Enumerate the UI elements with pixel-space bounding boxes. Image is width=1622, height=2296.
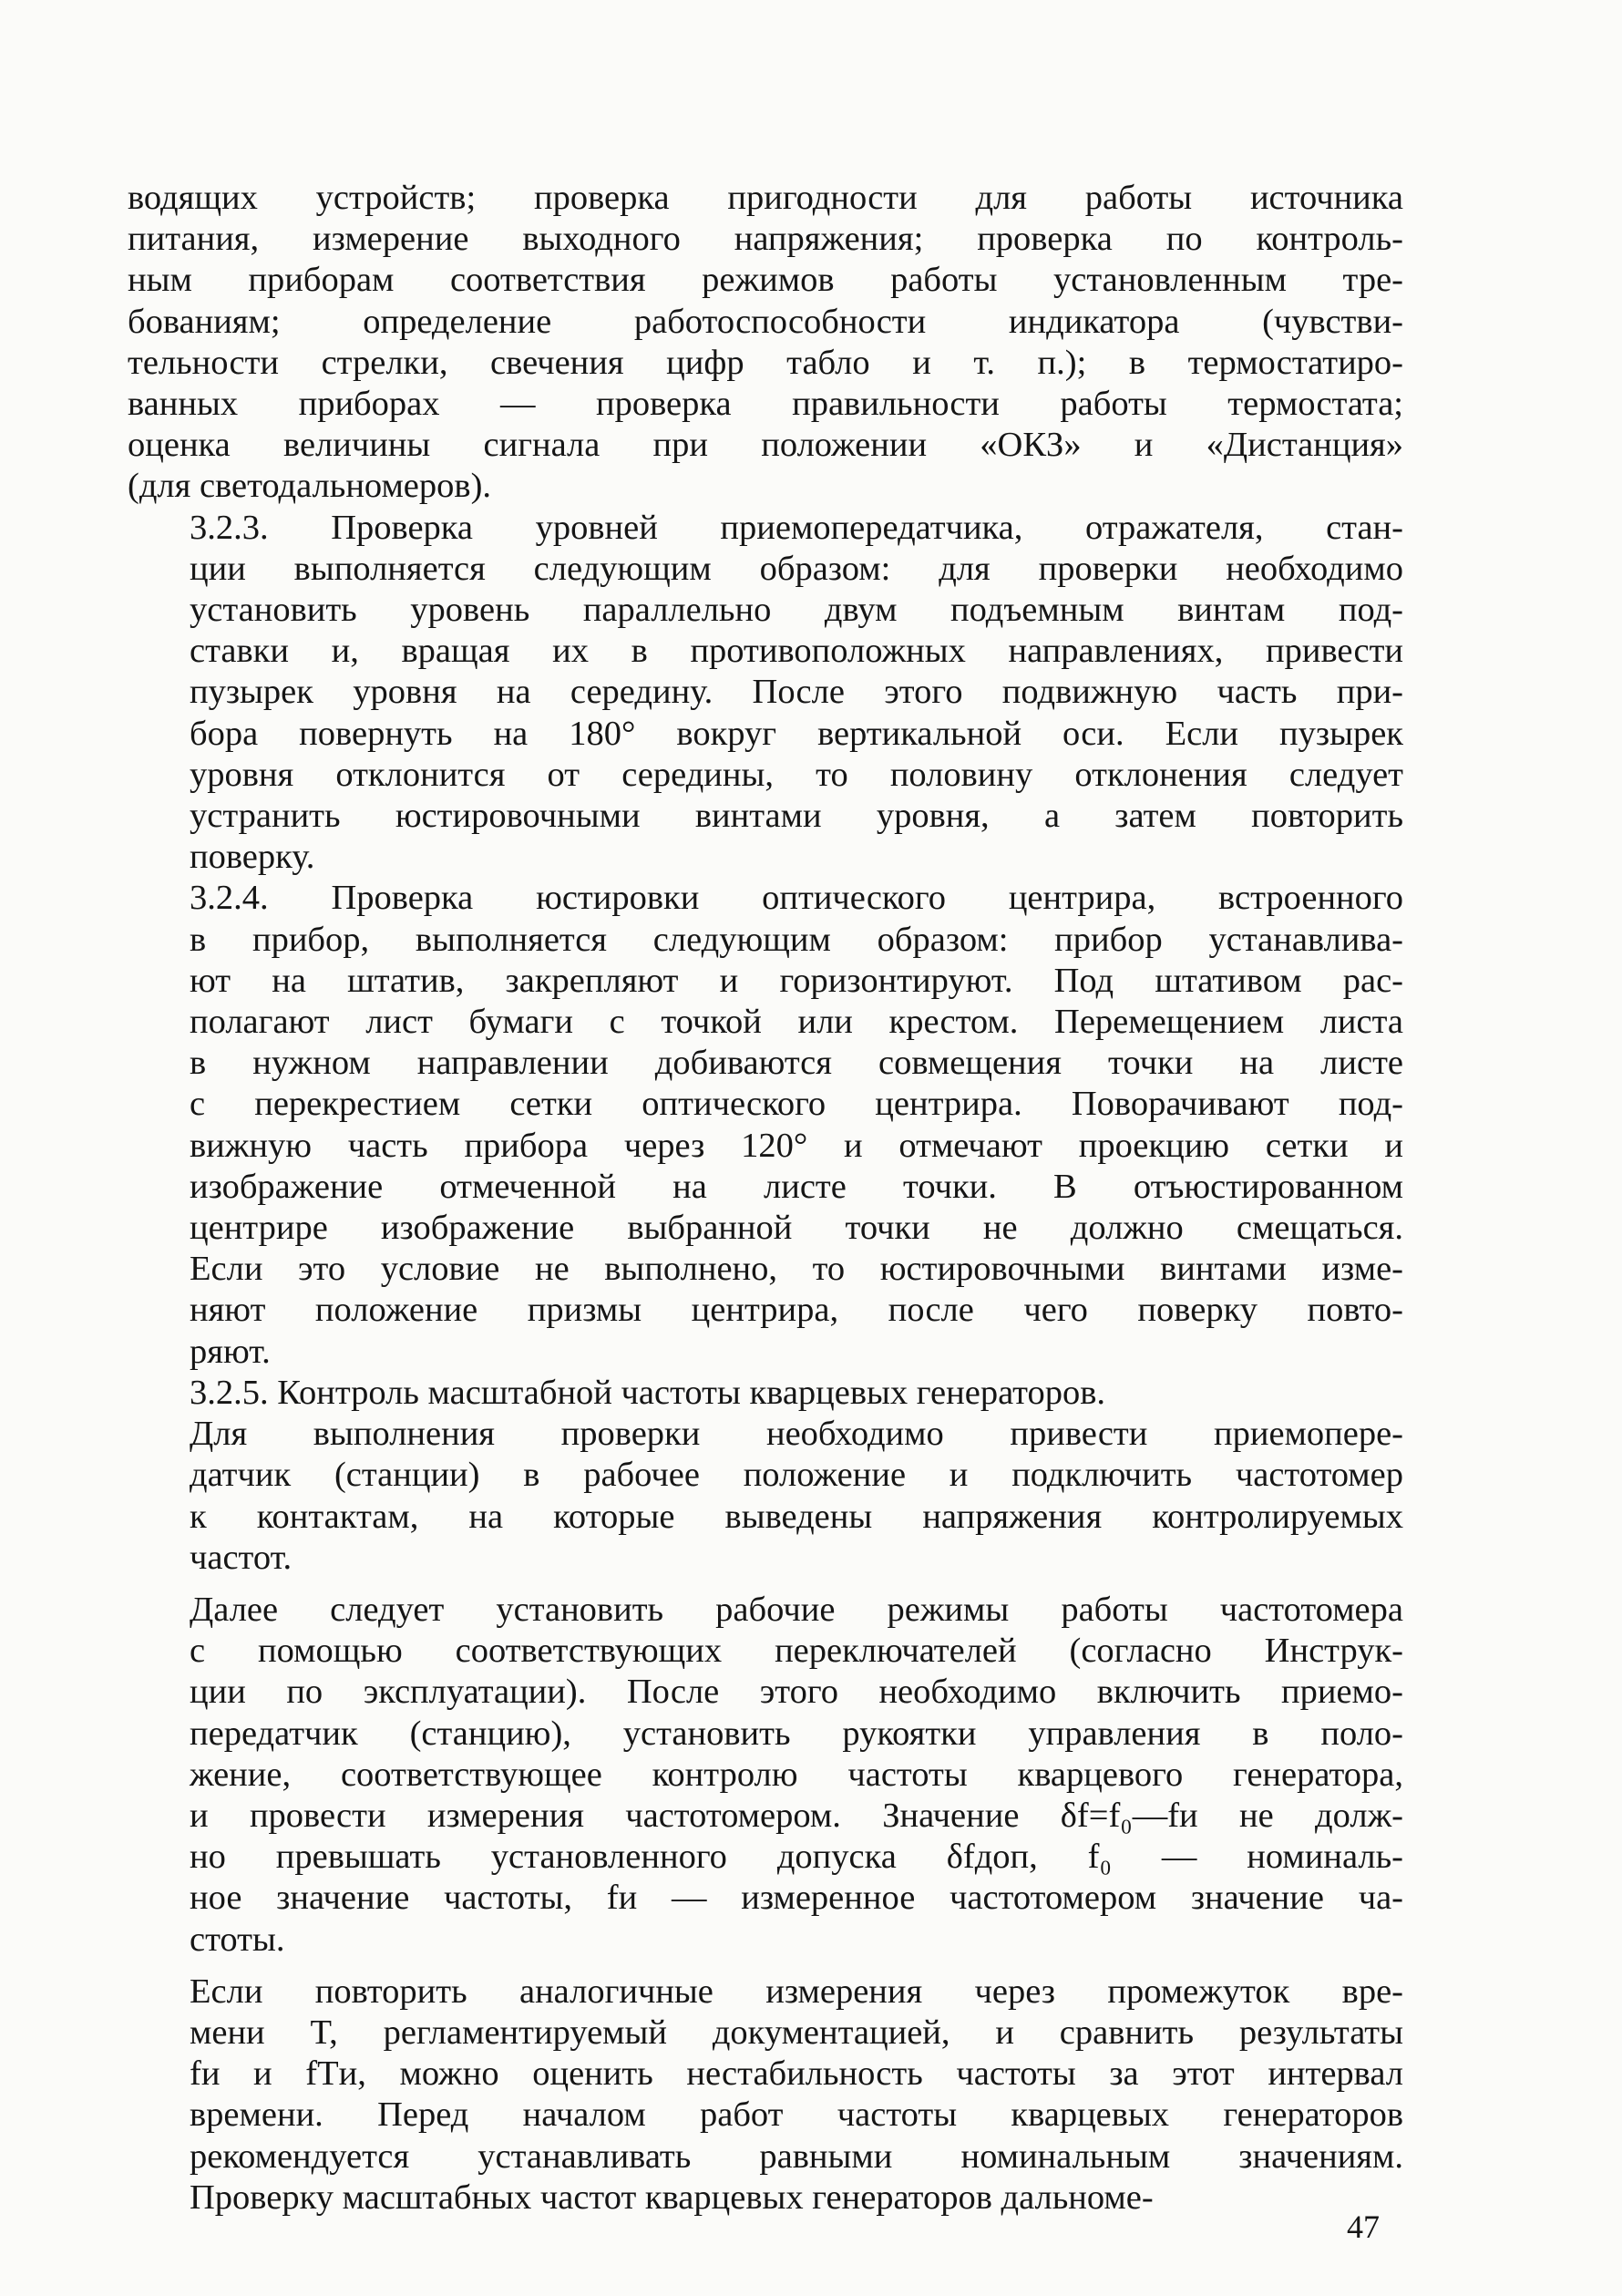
text-line: 3.2.4. Проверка юстировки оптического центрира, встроенного [190,879,1403,918]
text-line: оценка величины сигнала при положении «ОКЗ» и «Дистанция» [128,426,1403,465]
text-line: вижную часть прибора через 120° и отмечают проекцию сетки и [190,1126,1403,1165]
text-line: ции выполняется следующим образом: для проверки необходимо [190,549,1403,588]
text-line: ванных приборах — проверка правильности работы термостата; [128,385,1403,424]
text-line: к контактам, на которые выведены напряжения контролируемых [190,1497,1403,1536]
text-line: центрире изображение выбранной точки не должно смещаться. [190,1209,1403,1248]
text-line: (для светодальномеров). [128,467,492,506]
text-line: ряют. [190,1332,271,1371]
text-line: ным приборам соответствия режимов работы установленным тре- [128,261,1403,300]
text-line: в нужном направлении добиваются совмещения точки на листе [190,1044,1403,1083]
text-line: Далее следует установить рабочие режимы работы частотомера [190,1590,1403,1629]
text-line: стоты. [190,1920,285,1959]
text-line: ставки и, вращая их в противоположных направлениях, привести [190,632,1403,671]
paragraph-p-3-2-4 [128,878,1403,1372]
text-line: ют на штатив, закрепляют и горизонтируют. Под штативом рас- [190,961,1403,1000]
text-line: Для выполнения проверки необходимо привести приемопере- [190,1415,1403,1454]
text-line: времени. Перед началом работ частоты кварцевых генераторов [190,2095,1403,2135]
text-line: питания, измерение выходного напряжения; проверка по контроль- [128,220,1403,259]
text-line: и провести измерения частотомером. Значение δf=f₀—fи не долж- [190,1796,1403,1835]
paragraph-p-3-2-3 [128,508,1403,879]
text-line: изображение отмеченной на листе точки. В отъюстированном [190,1167,1403,1206]
text-line: бора повернуть на 180° вокруг вертикальной оси. Если пузырек [190,714,1403,753]
text-line: Проверку масштабных частот кварцевых генераторов дальноме- [190,2178,1154,2217]
paragraph-p-freq-3 [128,1972,1403,2219]
text-line: тельности стрелки, свечения цифр табло и т. п.); в термостатиро- [128,343,1403,382]
page-body [128,178,1403,2219]
text-line: 3.2.3. Проверка уровней приемопередатчика, отражателя, стан- [190,508,1403,547]
text-line: пузырек уровня на середину. После этого подвижную часть при- [190,673,1403,712]
paragraph-p-freq-2 [128,1590,1403,1961]
paragraph-p-freq-1 [128,1414,1403,1579]
text-line: бованиям; определение работоспособности индикатора (чувстви- [128,302,1403,341]
paragraph-p-3-2-5 [128,1373,1403,1414]
text-line: мени T, регламентируемый документацией, и сравнить результаты [190,2013,1403,2052]
text-line: ное значение частоты, fи — измеренное частотомером значение ча- [190,1879,1403,1918]
text-line: Если повторить аналогичные измерения через промежуток вре- [190,1972,1403,2011]
text-line: с перекрестием сетки оптического центрира. Поворачивают под- [190,1085,1403,1124]
text-line: датчик (станции) в рабочее положение и подключить частотомер [190,1456,1403,1495]
text-line: няют положение призмы центрира, после чего поверку повто- [190,1291,1403,1330]
text-line: уровня отклонится от середины, то половину отклонения следует [190,755,1403,794]
text-line: установить уровень параллельно двум подъемным винтам под- [190,591,1403,630]
paragraph-p-continuation [128,178,1403,508]
text-line: fи и fTи, можно оценить нестабильность частоты за этот интервал [190,2054,1403,2094]
text-line: полагают лист бумаги с точкой или крестом. Перемещением листа [190,1003,1403,1042]
text-line: жение, соответствующее контролю частоты кварцевого генератора, [190,1755,1403,1794]
text-line: Если это условие не выполнено, то юстировочными винтами изме- [190,1250,1403,1289]
page-number: 47 [1347,2208,1380,2245]
text-line: с помощью соответствующих переключателей (согласно Инструк- [190,1632,1403,1671]
text-line: передатчик (станцию), установить рукоятки управления в поло- [190,1714,1403,1753]
text-line: но превышать установленного допуска δfдоп, f₀ — номиналь- [190,1838,1403,1877]
text-line: поверку. [190,838,315,877]
text-line: устранить юстировочными винтами уровня, а затем повторить [190,797,1403,836]
text-line: в прибор, выполняется следующим образом: прибор устанавлива- [190,920,1403,959]
text-line: 3.2.5. Контроль масштабной частоты кварцевых генераторов. [190,1373,1106,1412]
text-line: ции по эксплуатации). После этого необходимо включить приемо- [190,1673,1403,1712]
text-line: рекомендуется устанавливать равными номинальным значениям. [190,2136,1403,2176]
text-line: водящих устройств; проверка пригодности для работы источника [128,179,1403,217]
text-line: частот. [190,1538,293,1577]
